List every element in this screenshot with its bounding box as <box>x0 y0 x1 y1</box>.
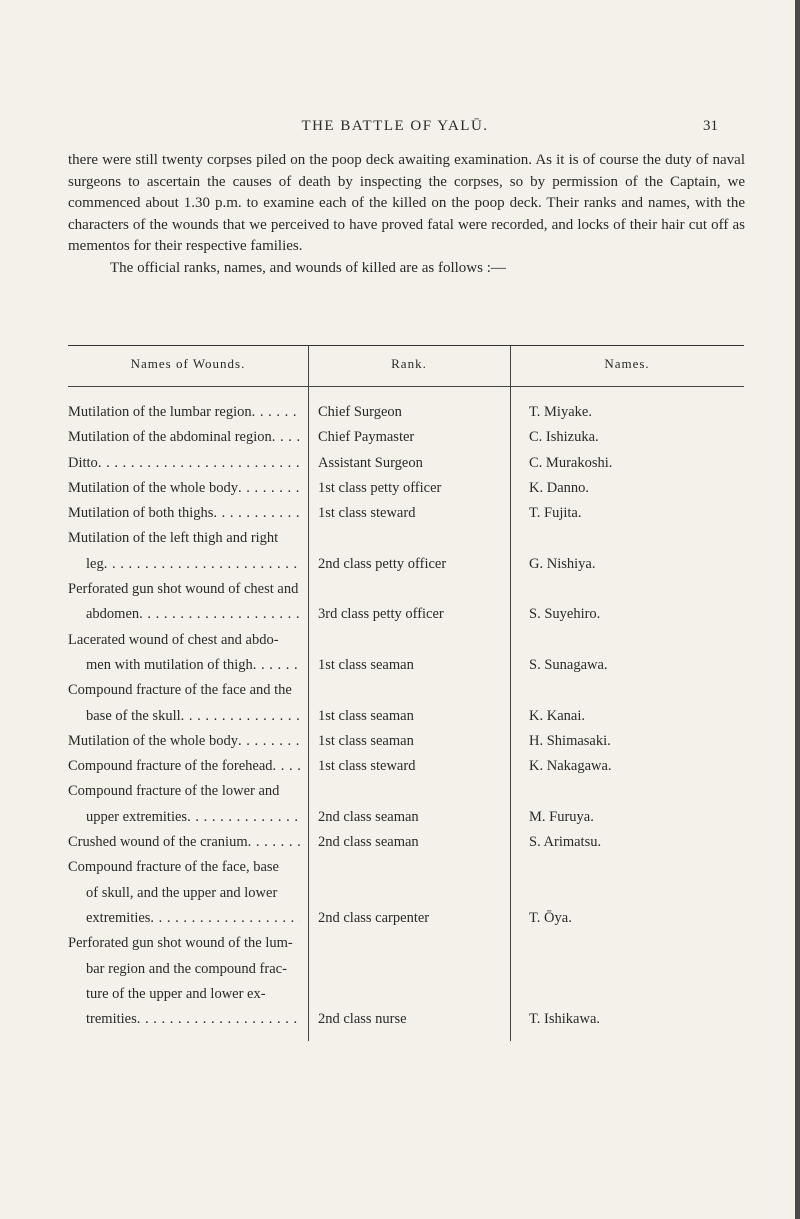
name-cell: K. Kanai. <box>529 707 585 724</box>
table-row <box>68 526 744 577</box>
table-header-rule <box>68 386 744 387</box>
rank-cell: Assistant Surgeon <box>318 454 423 471</box>
wound-text: leg <box>86 555 104 572</box>
table-row <box>68 577 744 628</box>
wound-text: Mutilation of both thighs <box>68 505 214 522</box>
wound-line <box>68 881 300 906</box>
name-cell: C. Ishizuka. <box>529 429 599 446</box>
wound-line <box>68 400 300 425</box>
name-cell: H. Shimasaki. <box>529 732 611 749</box>
table-row <box>68 678 744 729</box>
wound-text: upper extremities <box>86 808 188 825</box>
dot-leader <box>181 704 300 729</box>
table-row <box>68 931 744 1032</box>
wound-line <box>68 830 300 855</box>
wound-cell <box>68 628 300 679</box>
wound-line <box>68 1007 300 1032</box>
dot-leader <box>253 653 300 678</box>
wound-text: tremities <box>86 1011 137 1028</box>
dot-leader <box>187 805 300 830</box>
page-header <box>0 118 790 142</box>
wound-line <box>68 931 300 956</box>
wound-line <box>68 602 300 627</box>
wound-cell <box>68 577 300 628</box>
wound-line <box>68 577 300 602</box>
column-header-rank: Rank. <box>391 356 427 371</box>
rank-cell: 1st class petty officer <box>318 479 442 496</box>
table-row <box>68 779 744 830</box>
rank-cell: 2nd class seaman <box>318 834 419 851</box>
dot-leader <box>272 425 300 450</box>
wound-text: Mutilation of the abdominal region <box>68 429 272 446</box>
wound-cell <box>68 526 300 577</box>
wound-line <box>68 855 300 880</box>
wound-cell <box>68 476 300 501</box>
column-header-names: Names. <box>604 356 650 371</box>
table-row <box>68 425 744 450</box>
wound-cell <box>68 501 300 526</box>
rank-cell: 2nd class nurse <box>318 1011 407 1028</box>
wound-line <box>68 476 300 501</box>
rank-cell: 1st class seaman <box>318 707 414 724</box>
name-cell: M. Furuya. <box>529 808 594 825</box>
table-row <box>68 855 744 931</box>
wound-line <box>68 779 300 804</box>
name-cell: S. Sunagawa. <box>529 656 608 673</box>
wound-text: abdomen <box>86 606 140 623</box>
wound-line <box>68 906 300 931</box>
name-cell: C. Murakoshi. <box>529 454 613 471</box>
wound-line <box>68 805 300 830</box>
wound-cell <box>68 729 300 754</box>
dot-leader <box>238 729 300 754</box>
wound-line <box>68 982 300 1007</box>
wound-cell <box>68 779 300 830</box>
dot-leader <box>238 476 300 501</box>
name-cell: S. Suyehiro. <box>529 606 601 623</box>
wound-text: ture of the upper and lower ex- <box>86 985 266 1002</box>
wound-cell <box>68 678 300 729</box>
page-number: 31 <box>703 118 718 134</box>
rank-cell: Chief Paymaster <box>318 429 415 446</box>
wound-text: Mutilation of the lumbar region <box>68 404 252 420</box>
wound-line <box>68 526 300 551</box>
dot-leader <box>213 501 300 526</box>
rank-cell: 2nd class carpenter <box>318 909 430 926</box>
wound-cell <box>68 855 300 931</box>
wound-text: Compound fracture of the forehead <box>68 758 273 775</box>
wound-line <box>68 653 300 678</box>
dot-leader <box>150 906 300 931</box>
page-edge <box>795 0 800 1219</box>
table-top-rule <box>68 345 744 346</box>
rank-cell: 1st class seaman <box>318 656 414 673</box>
name-cell: T. Miyake. <box>529 404 592 420</box>
wound-line <box>68 425 300 450</box>
paragraph: The official ranks, names, and wounds of killed are as follows :— <box>110 259 506 276</box>
wound-text: Lacerated wound of chest and abdo- <box>68 631 279 648</box>
wound-line <box>68 729 300 754</box>
table-row <box>68 830 744 855</box>
dot-leader <box>139 602 300 627</box>
wound-line <box>68 552 300 577</box>
name-cell: S. Arimatsu. <box>529 834 602 851</box>
name-cell: T. Ōya. <box>529 909 572 926</box>
name-cell: K. Nakagawa. <box>529 758 612 775</box>
wound-text: Mutilation of the left thigh and right <box>68 530 279 547</box>
wound-text: of skull, and the upper and lower <box>86 884 278 901</box>
rank-cell: 2nd class petty officer <box>318 555 447 572</box>
dot-leader <box>252 400 300 425</box>
wound-line <box>68 704 300 729</box>
wound-text: extremities <box>86 909 151 926</box>
wound-text: Compound fracture of the lower and <box>68 783 280 800</box>
rank-cell: 3rd class petty officer <box>318 606 444 623</box>
wound-cell <box>68 830 300 855</box>
paragraph: there were still twenty corpses piled on the poop deck awaiting examination. As it is of course the duty of naval surgeons to ascertain the causes of death by inspecting the corpses, so by permission of the Captain, we commenced about 1.30 p.m. to examine each of the killed on the poop deck. Their ranks and names, with the characters of the wounds that we perceived to have proved fatal were recorded, and locks of their hair cut off as mementos for their respective families. <box>68 152 745 254</box>
dot-leader <box>137 1007 300 1032</box>
wound-line <box>68 628 300 653</box>
wound-text: Crushed wound of the cranium <box>68 834 248 851</box>
rank-cell: Chief Surgeon <box>318 404 402 420</box>
name-cell: T. Ishikawa. <box>529 1011 600 1028</box>
wound-cell <box>68 754 300 779</box>
wound-cell <box>68 451 300 476</box>
table-row <box>68 476 744 501</box>
rank-cell: 1st class steward <box>318 758 416 775</box>
name-cell: T. Fujita. <box>529 505 582 522</box>
column-header-wounds: Names of Wounds. <box>130 356 246 371</box>
wound-text: Mutilation of the whole body <box>68 479 238 496</box>
wound-text: Ditto <box>68 454 98 471</box>
wound-text: Perforated gun shot wound of the lum- <box>68 935 293 952</box>
rank-cell: 1st class seaman <box>318 732 414 749</box>
wound-text: men with mutilation of thigh <box>86 656 253 673</box>
wound-text: Perforated gun shot wound of chest and <box>68 581 299 598</box>
wound-line <box>68 957 300 982</box>
table-row <box>68 628 744 679</box>
running-head: THE BATTLE OF YALŪ. <box>301 118 489 134</box>
wound-cell <box>68 931 300 1032</box>
casualty-table <box>68 400 744 1032</box>
wound-line <box>68 678 300 703</box>
dot-leader <box>98 451 300 476</box>
wound-line <box>68 754 300 779</box>
table-row <box>68 501 744 526</box>
wound-text: Compound fracture of the face and the <box>68 682 292 699</box>
table-row <box>68 729 744 754</box>
wound-cell <box>68 400 300 425</box>
table-row <box>68 400 744 425</box>
table-row <box>68 451 744 476</box>
wound-text: Compound fracture of the face, base <box>68 859 279 876</box>
dot-leader <box>248 830 300 855</box>
body-text <box>68 150 745 279</box>
name-cell: K. Danno. <box>529 479 590 496</box>
table-row <box>68 754 744 779</box>
dot-leader <box>104 552 300 577</box>
wound-line <box>68 501 300 526</box>
wound-cell <box>68 425 300 450</box>
dot-leader <box>273 754 300 779</box>
wound-text: base of the skull <box>86 707 181 724</box>
wound-text: bar region and the compound frac- <box>86 960 287 977</box>
rank-cell: 1st class steward <box>318 505 416 522</box>
wound-line <box>68 451 300 476</box>
rank-cell: 2nd class seaman <box>318 808 419 825</box>
name-cell: G. Nishiya. <box>529 555 596 572</box>
wound-text: Mutilation of the whole body <box>68 732 238 749</box>
